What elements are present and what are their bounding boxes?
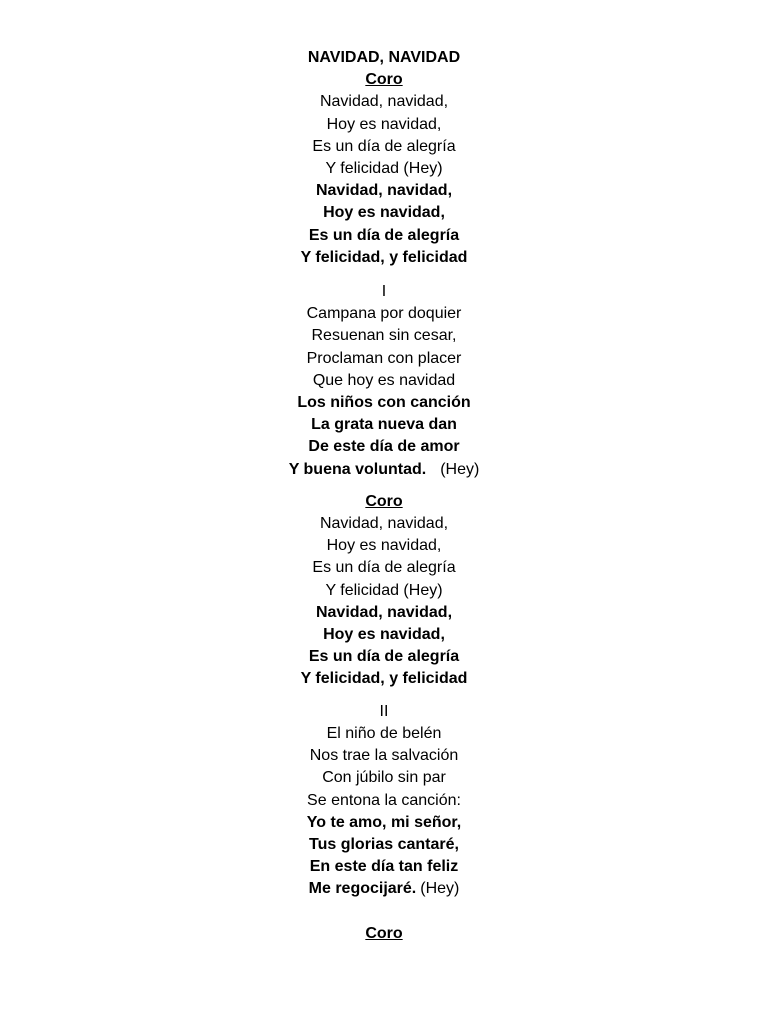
lyric-line: Y felicidad (Hey)	[325, 581, 443, 599]
lyric-line: Resuenan sin cesar,	[311, 327, 457, 345]
lyric-line-bold: De este día de amor	[308, 438, 460, 456]
spacer	[0, 691, 768, 701]
lyric-line: Se entona la canción:	[307, 791, 461, 809]
lyric-line-bold: La grata nueva dan	[311, 416, 457, 434]
verse-section-2	[0, 701, 768, 901]
lyric-line: El niño de belén	[326, 724, 442, 742]
lyric-line: Y felicidad (Hey)	[325, 160, 443, 178]
lyric-line-bold: Yo te amo, mi señor,	[306, 813, 462, 831]
lyric-line: Hoy es navidad,	[326, 537, 442, 555]
lyric-line-bold: Navidad, navidad,	[315, 182, 453, 200]
lyric-line-bold: Es un día de alegría	[308, 226, 460, 244]
hey-callout: (Hey)	[440, 460, 480, 478]
lyric-line-bold: Hoy es navidad,	[323, 204, 445, 222]
lyric-line-mixed	[0, 459, 768, 481]
lyric-line-bold: En este día tan feliz	[309, 858, 459, 876]
chorus-heading: Coro	[365, 492, 403, 510]
lyric-line: Navidad, navidad,	[319, 93, 449, 111]
lyric-line-bold: Es un día de alegría	[308, 648, 460, 666]
verse-section-1	[0, 281, 768, 481]
lyrics-page	[0, 47, 768, 945]
hey-callout: (Hey)	[420, 880, 460, 898]
chorus-heading: Coro	[365, 71, 403, 89]
lyric-line: Proclaman con placer	[306, 349, 462, 367]
lyric-line: Que hoy es navidad	[312, 371, 456, 389]
verse-numeral: I	[381, 283, 387, 301]
chorus-section-2	[0, 491, 768, 691]
lyric-line-bold: Tus glorias cantaré,	[309, 835, 459, 853]
lyric-line: Navidad, navidad,	[319, 515, 449, 533]
spacer	[0, 269, 768, 281]
verse-numeral: II	[379, 702, 389, 720]
lyric-line: Con júbilo sin par	[322, 769, 446, 787]
lyric-line: Hoy es navidad,	[326, 115, 442, 133]
lyric-line-bold: Y felicidad, y felicidad	[300, 248, 468, 266]
lyric-line: Es un día de alegría	[312, 559, 456, 577]
spacer	[0, 901, 768, 923]
lyric-line-bold: Los niños con canción	[297, 394, 471, 412]
chorus-section-1	[0, 69, 768, 269]
lyric-line: Campana por doquier	[306, 305, 462, 323]
spacer	[0, 481, 768, 491]
lyric-line-bold: Navidad, navidad,	[315, 603, 453, 621]
lyric-line-bold: Hoy es navidad,	[323, 626, 445, 644]
lyric-line: Nos trae la salvación	[309, 747, 459, 765]
lyric-bold-part: Y buena voluntad.	[288, 460, 427, 478]
lyric-line-mixed	[0, 878, 768, 900]
lyric-bold-part: Me regocijaré.	[308, 880, 417, 898]
lyric-line-bold: Y felicidad, y felicidad	[300, 670, 468, 688]
final-chorus-heading: Coro	[365, 924, 403, 942]
lyric-line: Es un día de alegría	[312, 137, 456, 155]
song-title: NAVIDAD, NAVIDAD	[307, 49, 461, 66]
